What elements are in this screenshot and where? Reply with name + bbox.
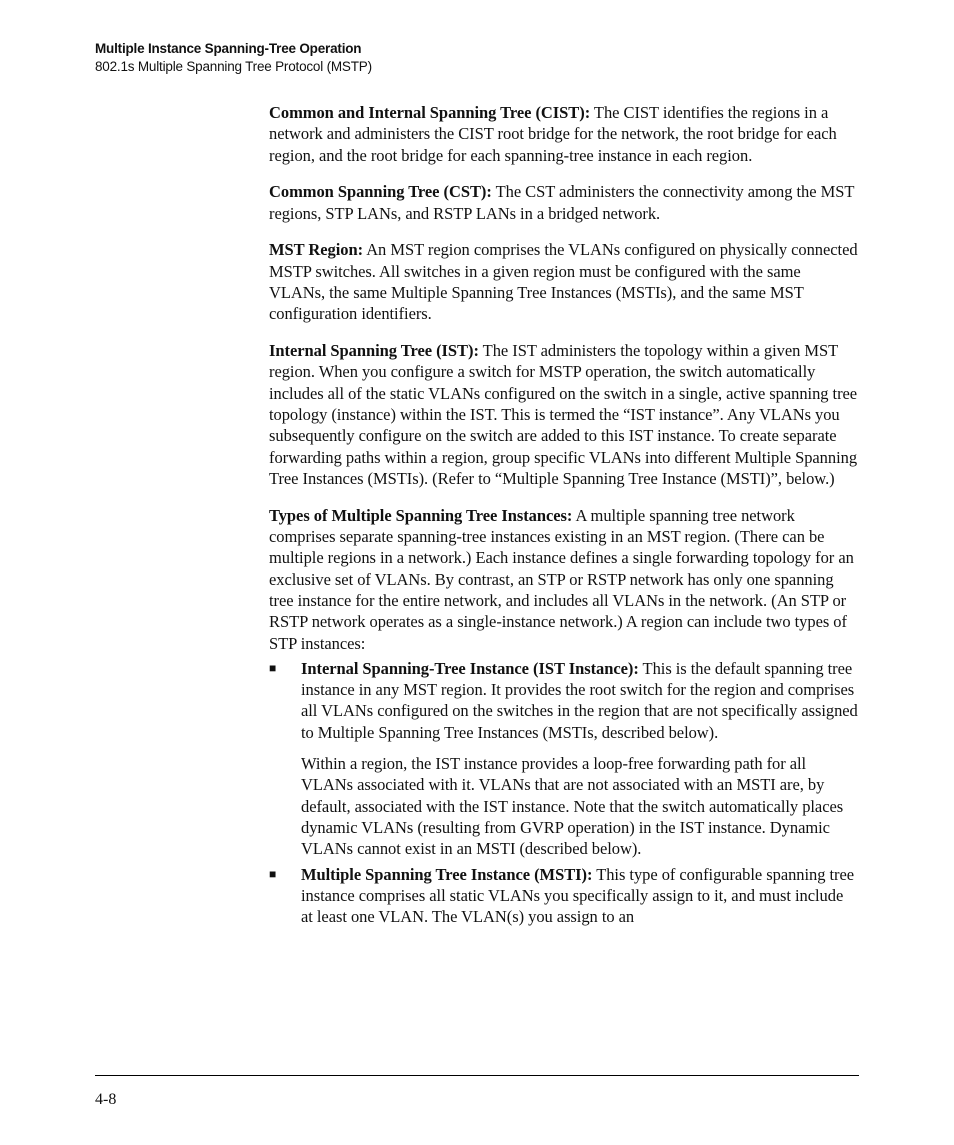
paragraph-ist [269, 340, 859, 489]
bullet-paragraph [301, 864, 859, 928]
paragraph-text: The CIST identifies the regions in a network and administers the CIST root bridge for the network, the root bridge for each region, and the root bridge for each spanning-tree instance in each region. [269, 103, 837, 165]
footer-divider [95, 1075, 859, 1076]
term-mst-region: MST Region: [269, 240, 364, 260]
bullet-followup-paragraph: Within a region, the IST instance provides a loop-free forwarding path for all VLANs associated with it. VLANs that are not associated with an MSTI are, by default, associated with the IST instance. Note that the switch automatically places dynamic VLANs (resulting from GVRP operation) in the IST instance. Dynamic VLANs cannot exist in an MSTI (described below). [301, 754, 844, 859]
paragraph-types [269, 505, 859, 654]
body-content [269, 102, 859, 931]
bullet-item-ist-instance [269, 658, 859, 860]
term-types: Types of Multiple Spanning Tree Instances: [269, 505, 573, 525]
page-number: 4-8 [95, 1091, 117, 1108]
running-header [95, 40, 372, 75]
paragraph-cst [269, 181, 859, 224]
paragraph-text: The CST administers the connectivity among the MST regions, STP LANs, and RSTP LANs in a bridged network. [269, 182, 855, 223]
bullet-paragraph [301, 658, 859, 743]
paragraph-text: An MST region comprises the VLANs configured on physically connected MSTP switches. All switches in a given region must be configured with the same VLANs, the same Multiple Spanning Tree Instances (MSTIs), and the same MST configuration identifiers. [269, 240, 858, 324]
header-subtitle: 802.1s Multiple Spanning Tree Protocol (MSTP) [95, 59, 372, 74]
square-bullet-icon: ■ [269, 660, 277, 675]
term-ist-instance: Internal Spanning-Tree Instance (IST Instance): [301, 658, 639, 678]
paragraph-mst-region [269, 239, 859, 324]
term-ist: Internal Spanning Tree (IST): [269, 341, 479, 361]
bullet-text: This type of configurable spanning tree instance comprises all static VLANs you specifically assign to it, and must include at least one VLAN. The VLAN(s) you assign to an [301, 864, 855, 927]
header-title: Multiple Instance Spanning-Tree Operation [95, 41, 362, 56]
term-cist: Common and Internal Spanning Tree (CIST): [269, 103, 591, 122]
bullet-text: This is the default spanning tree instance in any MST region. It provides the root switch for the region and comprises all VLANs configured on the switches in the region that are not specifically assigned to Multiple Spanning Tree Instances (MSTIs, described below). [301, 658, 858, 742]
term-cst: Common Spanning Tree (CST): [269, 182, 492, 202]
paragraph-text: A multiple spanning tree network comprises separate spanning-tree instances existing in an MST region. (There can be multiple regions in a network.) Each instance defines a single forwarding topology for an exclusive set of VLANs. By contrast, an STP or RSTP network has only one spanning tree instance for the entire network, and includes all VLANs in the network. (An STP or RSTP network operates as a single-instance network.) A region can include two types of STP instances: [269, 505, 854, 653]
term-msti: Multiple Spanning Tree Instance (MSTI): [301, 864, 593, 884]
square-bullet-icon: ■ [269, 866, 277, 881]
bullet-item-msti [269, 864, 859, 928]
paragraph-text: The IST administers the topology within a given MST region. When you configure a switch for MSTP operation, the switch automatically includes all of the static VLANs configured on the switch in a single, active spanning tree topology (instance) within the IST. This is termed the “IST instance”. Any VLANs you subsequently configure on the switch are added to this IST instance. To create separate forwarding paths within a region, group specific VLANs into different Multiple Spanning Tree Instances (MSTIs). (Refer to “Multiple Spanning Tree Instance (MSTI)”, below.) [269, 341, 858, 488]
paragraph-cist [269, 102, 859, 166]
